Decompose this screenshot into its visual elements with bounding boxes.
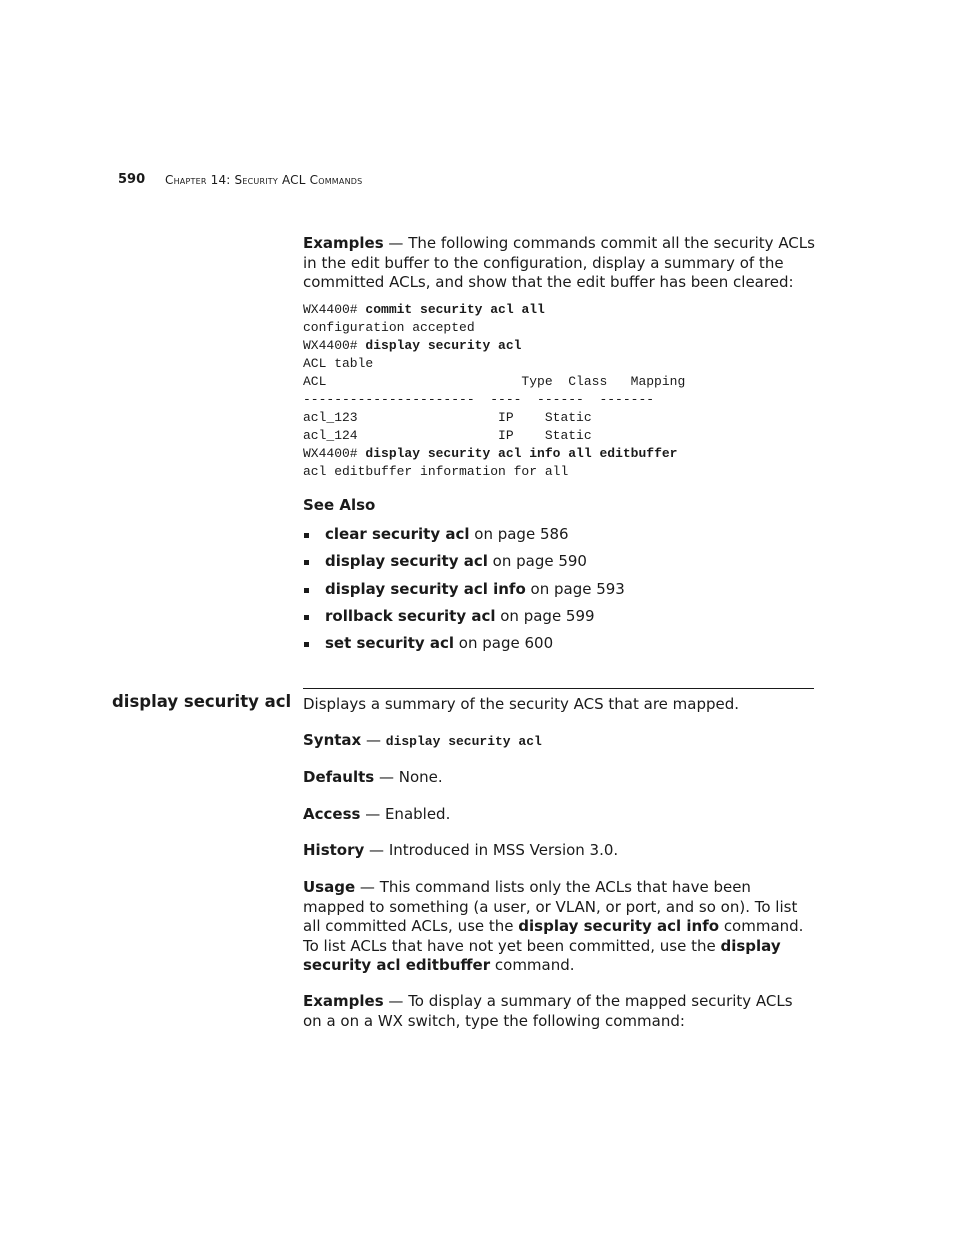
code-line: ACL table — [303, 356, 374, 371]
access-paragraph: Access — Enabled. — [303, 805, 451, 823]
see-also-item: rollback security acl on page 599 — [303, 605, 625, 632]
see-also-item: display security acl info on page 593 — [303, 578, 625, 605]
examples-bottom-paragraph: Examples — To display a summary of the mapped security ACLs on a on a WX switch, type the following command: — [303, 992, 793, 1030]
code-block — [303, 301, 685, 481]
syntax-label: Syntax — [303, 731, 362, 749]
code-line: acl_124 IP Static — [303, 428, 592, 443]
see-also-item: set security acl on page 600 — [303, 632, 625, 659]
examples-bottom-label: Examples — [303, 992, 384, 1010]
see-also-link[interactable]: rollback security acl — [325, 606, 496, 625]
see-also-list — [303, 523, 625, 659]
section-title: display security acl — [112, 692, 292, 711]
bullet-icon — [304, 533, 309, 538]
syntax-command: display security acl — [385, 734, 542, 749]
see-also-item: display security acl on page 590 — [303, 550, 625, 577]
see-also-item: clear security acl on page 586 — [303, 523, 625, 550]
history-paragraph: History — Introduced in MSS Version 3.0. — [303, 841, 619, 859]
see-also-heading: See Also — [303, 496, 376, 514]
code-line: acl_123 IP Static — [303, 410, 592, 425]
see-also-link[interactable]: display security acl — [325, 552, 488, 571]
syntax-paragraph: Syntax — display security acl — [303, 731, 542, 749]
defaults-label: Defaults — [303, 768, 375, 786]
section-description: Displays a summary of the security ACS that are mapped. — [303, 695, 740, 713]
usage-command-editbuffer: display security acl editbuffer — [303, 936, 781, 974]
bullet-icon — [304, 615, 309, 620]
bullet-icon — [304, 642, 309, 647]
code-line: WX4400# commit security acl all — [303, 302, 545, 317]
code-line: ---------------------- ---- ------ ------- — [303, 392, 655, 407]
see-also-link[interactable]: display security acl info — [325, 579, 526, 598]
examples-text: — The following commands commit all the security ACLs in the edit buffer to the configuration, display a summary of the committed ACLs, and show that the edit buffer has been cleared: — [303, 234, 815, 291]
bullet-icon — [304, 588, 309, 593]
code-line: WX4400# display security acl — [303, 338, 522, 353]
page-number: 590 — [118, 172, 146, 187]
defaults-paragraph: Defaults — None. — [303, 768, 443, 786]
history-label: History — [303, 841, 365, 859]
usage-paragraph: Usage — This command lists only the ACLs that have been mapped to something (a user, or VLAN, or port, and so on). To list all committed ACLs, use the display security acl info command. To list ACLs that have not yet been committed, use the display security acl editbuffer command. — [303, 878, 804, 974]
examples-paragraph — [303, 234, 815, 293]
examples-label: Examples — [303, 234, 384, 252]
section-divider — [303, 688, 814, 689]
usage-command-info: display security acl info — [518, 917, 720, 935]
usage-label: Usage — [303, 878, 356, 896]
bullet-icon — [304, 560, 309, 565]
see-also-link[interactable]: clear security acl — [325, 525, 470, 543]
see-also-link[interactable]: set security acl — [325, 634, 455, 653]
code-line: configuration accepted — [303, 320, 475, 335]
code-line: acl editbuffer information for all — [303, 464, 569, 479]
code-line: ACL Type Class Mapping — [303, 374, 686, 389]
code-line: WX4400# display security acl info all editbuffer — [303, 446, 678, 461]
chapter-title: Chapter 14: Security ACL Commands — [165, 173, 363, 187]
access-label: Access — [303, 805, 361, 823]
